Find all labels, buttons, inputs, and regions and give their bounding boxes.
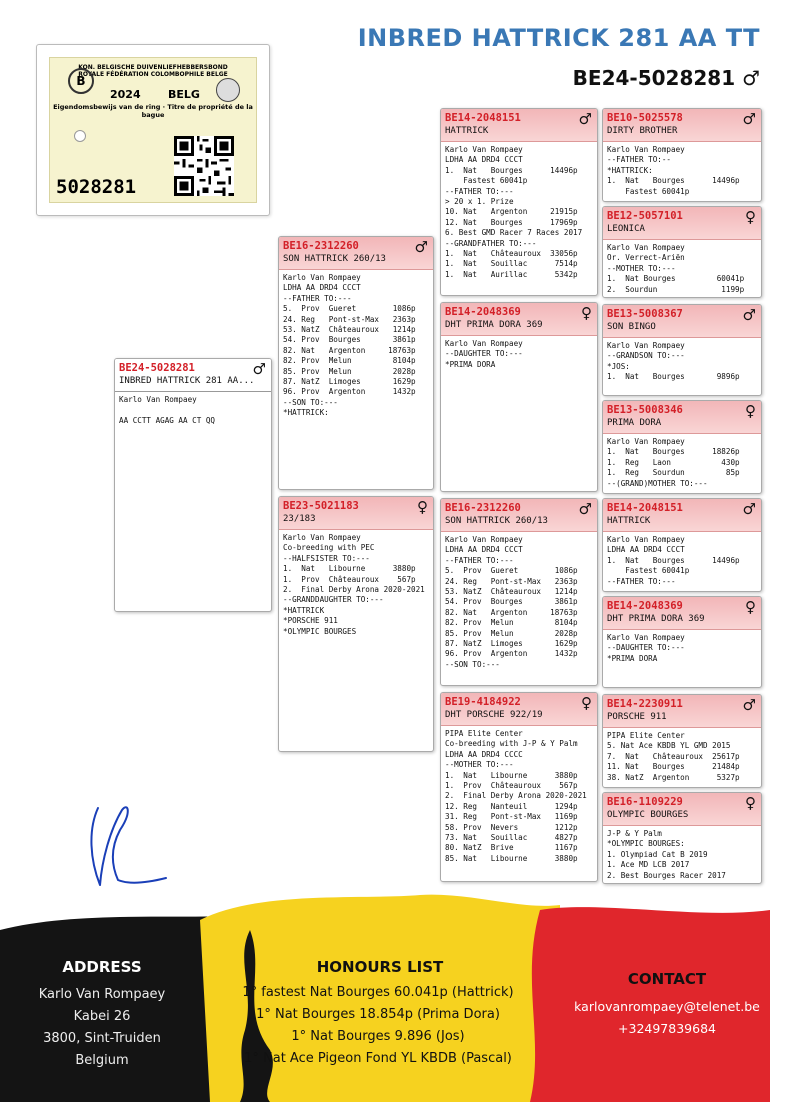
card-ring-id: BE13-5008346 <box>607 404 683 416</box>
card-header <box>603 793 761 826</box>
card-body: Karlo Van Rompaey LDHA AA DRD4 CCCT --FATHER TO:--- 5. Prov Gueret 1086p 24. Reg Pont-st-Max 2363p 53. NatZ Châteauroux 1214p 54. Prov Bourges 3861p 82. Nat Argenton 18763p 82. Prov Melun 8104p 85. Prov Melun 2028p 87. NatZ Limoges 1629p 96. Prov Argenton 1432p --SON TO:--- <box>445 535 578 669</box>
pedigree-card-paternal-grandfather[interactable] <box>440 108 598 296</box>
contact-email[interactable]: karlovanrompaey@telenet.be <box>574 999 760 1014</box>
card-header <box>603 207 761 240</box>
federation-name-fr: ROYALE FÉDÉRATION COLOMBOPHILE BELGE <box>78 71 228 78</box>
male-icon: ♂ <box>742 306 756 324</box>
card-ring-id: BE14-2048151 <box>607 502 683 514</box>
card-body: Karlo Van Rompaey 1. Nat Bourges 18826p 1. Reg Laon 430p 1. Reg Sourdun 85p --(GRAND)MOTHER TO:--- <box>607 437 740 488</box>
male-icon: ♂ <box>742 696 756 714</box>
male-icon: ♂ <box>414 238 428 256</box>
card-pigeon-name: SON BINGO <box>607 322 656 332</box>
pedigree-card-fmm[interactable] <box>602 400 762 494</box>
footer <box>0 890 800 1102</box>
card-ring-id: BE16-2312260 <box>283 240 359 252</box>
card-pigeon-name: INBRED HATTRICK 281 AA... <box>119 376 255 386</box>
pedigree-card-mother[interactable] <box>278 496 434 752</box>
card-pigeon-name: DIRTY BROTHER <box>607 126 678 136</box>
pedigree-card-father[interactable] <box>278 236 434 490</box>
address-block <box>20 984 184 1072</box>
card-pigeon-name: PRIMA DORA <box>607 418 662 428</box>
address-line: Kabei 26 <box>73 1009 131 1024</box>
male-icon: ♂ <box>252 360 266 378</box>
card-body: J-P & Y Palm *OLYMPIC BOURGES: 1. Olympiad Cat B 2019 1. Ace MD LCB 2017 2. Best Bourges Racer 2017 <box>607 829 726 880</box>
male-icon: ♂ <box>578 110 592 128</box>
pedigree-card-subject[interactable] <box>114 358 272 612</box>
honours-item: 1° Nat Ace Pigeon Fond YL KBDB (Pascal) <box>244 1051 512 1066</box>
pedigree-card-ffm[interactable] <box>602 206 762 298</box>
contact-block <box>562 996 772 1040</box>
pedigree-card-mfm[interactable] <box>602 596 762 688</box>
card-header <box>441 109 597 142</box>
card-body: Karlo Van Rompaey Co-breeding with PEC --HALFSISTER TO:--- 1. Nat Libourne 3880p 1. Prov Châteauroux 567p 2. Final Derby Arona 2020-2021 --GRANDDAUGHTER TO:--- *HATTRICK *PORSCHE 911 *OLYMPIC BOURGES <box>283 533 425 636</box>
card-ring-id: BE10-5025578 <box>607 112 683 124</box>
card-ring-id: BE16-2312260 <box>445 502 521 514</box>
card-body: Karlo Van Rompaey LDHA AA DRD4 CCCT 1. Nat Bourges 14496p Fastest 60041p --FATHER TO:--- > 20 x 1. Prize 10. Nat Argenton 21915p 12. Nat Bourges 17969p 6. Best GMD Racer 7 Races 2017 --GRANDFATHER TO:--- 1. Nat Châteauroux 33056p 1. Nat Souillac 7514p 1. Nat Aurillac 5342p <box>445 145 583 279</box>
card-body: Karlo Van Rompaey LDHA AA DRD4 CCCT 1. Nat Bourges 14496p Fastest 60041p --FATHER TO:--- <box>607 535 740 586</box>
card-pigeon-name: SON HATTRICK 260/13 <box>445 516 548 526</box>
card-body: PIPA Elite Center Co-breeding with J-P & Y Palm LDHA AA DRD4 CCCC --MOTHER TO:--- 1. Nat Libourne 3880p 1. Prov Châteauroux 567p 2. Final Derby Arona 2020-2021 12. Reg Nanteuil 1294p 31. Reg Pont-st-Max 1169p 58. Prov Nevers 1212p 73. Nat Souillac 4827p 80. NatZ Brive 1167p 85. Nat Libourne 3880p <box>445 729 587 863</box>
federation-logo-icon: B <box>68 68 94 94</box>
female-icon: ♀ <box>581 304 592 322</box>
card-body: Karlo Van Rompaey AA CCTT AGAG AA CT QQ <box>119 395 216 425</box>
card-pigeon-name: DHT PRIMA DORA 369 <box>607 614 705 624</box>
ring-certificate <box>36 44 270 216</box>
punch-hole <box>74 130 86 142</box>
honours-title: HONOURS LIST <box>316 958 444 976</box>
address-line: Karlo Van Rompaey <box>38 987 166 1002</box>
card-header <box>441 303 597 336</box>
signature <box>70 790 180 900</box>
subject-ring-number: BE24-5028281 ♂ <box>572 66 760 90</box>
honours-item: 1° Nat Bourges 18.854p (Prima Dora) <box>256 1007 500 1022</box>
pedigree-card-maternal-grandmother[interactable] <box>440 692 598 882</box>
card-body: Karlo Van Rompaey --GRANDSON TO:--- *JOS: 1. Nat Bourges 9896p <box>607 341 740 382</box>
card-pigeon-name: SON HATTRICK 260/13 <box>283 254 386 264</box>
card-pigeon-name: OLYMPIC BOURGES <box>607 810 689 820</box>
pedigree-card-mff[interactable] <box>602 498 762 592</box>
pedigree-card-maternal-grandfather[interactable] <box>440 498 598 686</box>
card-body: Karlo Van Rompaey Or. Verrect-Ariën --MOTHER TO:--- 1. Nat Bourges 60041p 2. Sourdun 1199p <box>607 243 745 294</box>
card-ring-id: BE24-5028281 <box>119 362 195 374</box>
card-ring-id: BE14-2048369 <box>607 600 683 612</box>
honours-item: 1° fastest Nat Bourges 60.041p (Hattrick) <box>242 985 514 1000</box>
pedigree-card-mmm[interactable] <box>602 792 762 884</box>
male-icon: ♂ <box>742 500 756 518</box>
card-body: PIPA Elite Center 5. Nat Ace KBDB YL GMD 2015 7. Nat Châteauroux 25617p 11. Nat Bourges 21484p 38. NatZ Argenton 5327p <box>607 731 740 782</box>
card-header <box>441 693 597 726</box>
card-header <box>603 695 761 728</box>
card-ring-id: BE16-1109229 <box>607 796 683 808</box>
ring-country: BELG <box>168 88 200 101</box>
pedigree-card-paternal-grandmother[interactable] <box>440 302 598 492</box>
card-pigeon-name: HATTRICK <box>607 516 651 526</box>
female-icon: ♀ <box>745 402 756 420</box>
card-header <box>603 401 761 434</box>
card-ring-id: BE14-2048369 <box>445 306 521 318</box>
card-pigeon-name: LEONICA <box>607 224 645 234</box>
honours-list <box>216 982 540 1070</box>
pedigree-card-fmf[interactable] <box>602 304 762 396</box>
ring-certificate-inner <box>49 57 257 203</box>
card-ring-id: BE12-5057101 <box>607 210 683 222</box>
card-header <box>441 499 597 532</box>
female-icon: ♀ <box>581 694 592 712</box>
pedigree-card-fff[interactable] <box>602 108 762 202</box>
card-header <box>603 499 761 532</box>
card-header <box>603 597 761 630</box>
ring-year: 2024 <box>110 88 141 101</box>
contact-phone[interactable]: +32497839684 <box>618 1021 716 1036</box>
card-header <box>603 305 761 338</box>
card-ring-id: BE19-4184922 <box>445 696 521 708</box>
card-body: Karlo Van Rompaey LDHA AA DRD4 CCCT --FATHER TO:--- 5. Prov Gueret 1086p 24. Reg Pont-st-Max 2363p 53. NatZ Châteauroux 1214p 54. Prov Bourges 3861p 82. Nat Argenton 18763p 82. Prov Melun 8104p 85. Prov Melun 2028p 87. NatZ Limoges 1629p 96. Prov Argenton 1432p --SON TO:--- *HATTRICK: <box>283 273 416 418</box>
card-header <box>603 109 761 142</box>
address-line: Belgium <box>75 1053 129 1068</box>
card-header <box>279 497 433 530</box>
card-header <box>279 237 433 270</box>
card-pigeon-name: HATTRICK <box>445 126 489 136</box>
page-title: INBRED HATTRICK 281 AA TT <box>357 24 760 52</box>
card-header <box>115 359 271 392</box>
ring-certificate-subtitle: Eigendomsbewijs van de ring · Titre de propriété de la bague <box>53 103 253 119</box>
card-pigeon-name: DHT PORSCHE 922/19 <box>445 710 543 720</box>
female-icon: ♀ <box>745 598 756 616</box>
card-ring-id: BE13-5008367 <box>607 308 683 320</box>
address-line: 3800, Sint-Truiden <box>43 1031 161 1046</box>
contact-title: CONTACT <box>627 970 707 988</box>
card-pigeon-name: 23/183 <box>283 514 316 524</box>
card-ring-id: BE14-2230911 <box>607 698 683 710</box>
card-pigeon-name: DHT PRIMA DORA 369 <box>445 320 543 330</box>
card-body: Karlo Van Rompaey --FATHER TO:-- *HATTRICK: 1. Nat Bourges 14496p Fastest 60041p <box>607 145 740 196</box>
card-body: Karlo Van Rompaey --DAUGHTER TO:--- *PRIMA DORA <box>445 339 523 369</box>
pedigree-card-mmf[interactable] <box>602 694 762 788</box>
ring-number: 5028281 <box>56 176 137 198</box>
address-title: ADDRESS <box>62 958 142 976</box>
male-icon: ♂ <box>742 110 756 128</box>
card-ring-id: BE14-2048151 <box>445 112 521 124</box>
female-icon: ♀ <box>745 208 756 226</box>
globe-icon <box>216 78 240 102</box>
card-ring-id: BE23-5021183 <box>283 500 359 512</box>
honours-item: 1° Nat Bourges 9.896 (Jos) <box>291 1029 465 1044</box>
card-body: Karlo Van Rompaey --DAUGHTER TO:--- *PRIMA DORA <box>607 633 685 663</box>
federation-name-nl: KON. BELGISCHE DUIVENLIEFHEBBERSBOND <box>78 64 228 71</box>
male-icon: ♂ <box>578 500 592 518</box>
card-pigeon-name: PORSCHE 911 <box>607 712 667 722</box>
female-icon: ♀ <box>745 794 756 812</box>
female-icon: ♀ <box>417 498 428 516</box>
qr-code-icon <box>174 136 234 196</box>
